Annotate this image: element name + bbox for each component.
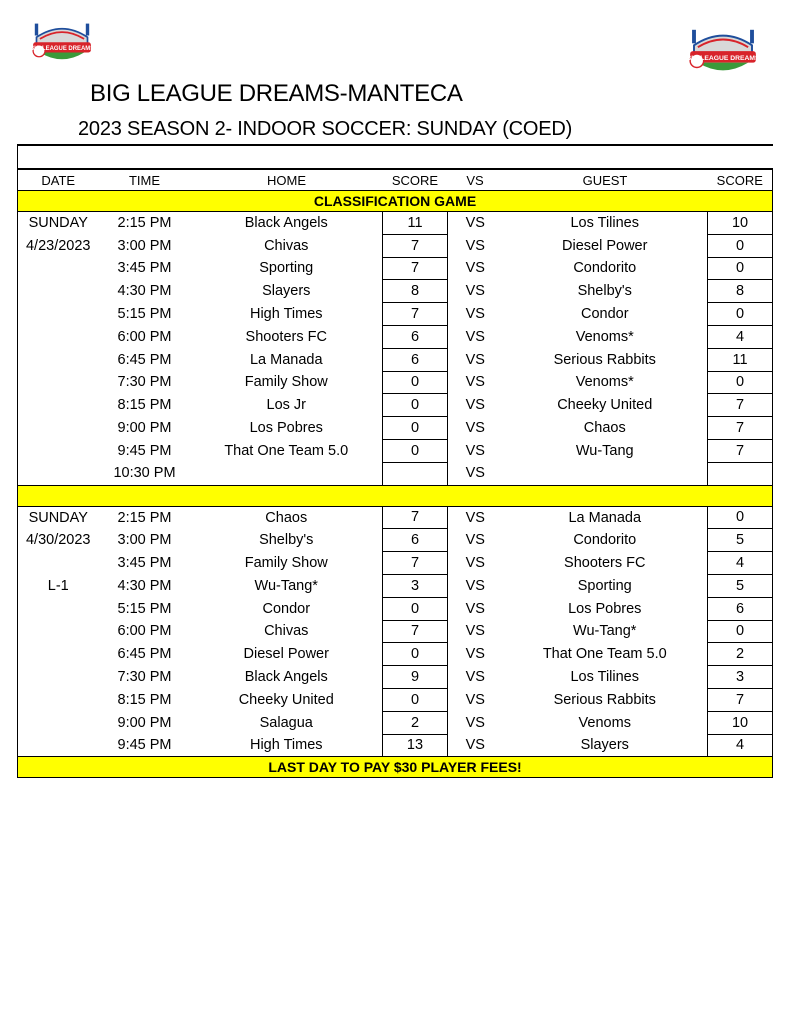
date-cell: SUNDAY	[18, 212, 99, 235]
home-score-cell: 2	[383, 711, 448, 734]
vs-cell: VS	[465, 532, 485, 549]
big-league-dreams-logo-left	[28, 18, 96, 70]
date-cell	[18, 371, 99, 394]
table-row	[18, 688, 773, 711]
date-cell	[18, 552, 99, 575]
home-score-cell: 0	[383, 643, 448, 666]
vs-cell: VS	[465, 283, 485, 300]
logo-lettering: BIG LEAGUE DREAMS	[686, 54, 760, 62]
time-cell: 6:00 PM	[117, 623, 172, 640]
table-row	[18, 417, 773, 440]
date-cell	[18, 666, 99, 689]
guest-team-cell: Wu-Tang	[575, 442, 634, 459]
home-team-cell	[191, 462, 383, 485]
guest-score-cell: 0	[708, 620, 773, 643]
schedule-table	[17, 144, 773, 778]
vs-cell: VS	[465, 555, 485, 572]
stadium-logo-icon	[28, 18, 96, 70]
col-home-score: SCORE	[383, 169, 448, 191]
guest-score-cell: 5	[708, 529, 773, 552]
date-cell	[18, 394, 99, 417]
guest-score-cell: 4	[708, 325, 773, 348]
time-cell: 5:15 PM	[117, 600, 172, 617]
date-cell	[18, 257, 99, 280]
time-cell: 3:45 PM	[117, 260, 172, 277]
guest-score-cell: 4	[708, 552, 773, 575]
time-cell: 3:00 PM	[117, 237, 172, 254]
guest-team-cell: Chaos	[583, 420, 626, 437]
date-cell	[18, 643, 99, 666]
vs-cell: VS	[465, 737, 485, 754]
date-cell	[18, 620, 99, 643]
vs-cell: VS	[465, 691, 485, 708]
col-home: HOME	[191, 169, 383, 191]
date-cell	[18, 280, 99, 303]
home-score-cell: 7	[383, 506, 448, 529]
big-league-dreams-logo-right	[680, 24, 766, 82]
home-team-cell: Sporting	[259, 260, 314, 277]
logo-lettering: BIG LEAGUE DREAMS	[29, 45, 95, 52]
table-row	[18, 552, 773, 575]
table-row	[18, 711, 773, 734]
col-date: DATE	[18, 169, 99, 191]
week1-games	[18, 212, 773, 486]
home-team-cell: Los Jr	[266, 397, 306, 414]
table-row	[18, 394, 773, 417]
guest-team-cell: That One Team 5.0	[542, 646, 667, 663]
guest-team-cell: Los Tilines	[570, 215, 639, 232]
time-cell: 4:30 PM	[117, 283, 172, 300]
home-team-cell: Family Show	[244, 555, 328, 572]
guest-team-cell: La Manada	[568, 509, 642, 526]
guest-score-cell: 0	[708, 257, 773, 280]
guest-score-cell: 7	[708, 417, 773, 440]
time-cell: 8:15 PM	[117, 397, 172, 414]
guest-team-cell: Los Tilines	[570, 669, 639, 686]
guest-score-cell: 0	[708, 234, 773, 257]
vs-cell: VS	[465, 577, 485, 594]
vs-cell: VS	[465, 306, 485, 323]
home-team-cell: Los Pobres	[249, 420, 323, 437]
guest-team-cell: Wu-Tang*	[573, 623, 637, 640]
table-row	[18, 303, 773, 326]
footer-banner-text: LAST DAY TO PAY $30 PLAYER FEES!	[18, 757, 773, 778]
home-score-cell: 0	[383, 417, 448, 440]
home-team-cell: La Manada	[249, 351, 323, 368]
home-score-cell: 7	[383, 257, 448, 280]
guest-score-cell: 0	[708, 303, 773, 326]
guest-team-cell: Venoms	[578, 714, 631, 731]
table-row	[18, 439, 773, 462]
table-row	[18, 325, 773, 348]
guest-score-cell: 7	[708, 688, 773, 711]
time-cell: 6:45 PM	[117, 351, 172, 368]
time-cell: 3:00 PM	[117, 532, 172, 549]
guest-score-cell: 10	[708, 711, 773, 734]
home-score-cell: 3	[383, 574, 448, 597]
home-score-cell: 8	[383, 280, 448, 303]
week-separator	[18, 485, 773, 506]
table-row	[18, 234, 773, 257]
col-guest-score: SCORE	[708, 169, 773, 191]
home-score-cell: 7	[383, 552, 448, 575]
guest-score-cell: 3	[708, 666, 773, 689]
guest-team-cell: Serious Rabbits	[553, 351, 656, 368]
home-team-cell: Wu-Tang*	[254, 577, 318, 594]
time-cell: 9:00 PM	[117, 420, 172, 437]
home-team-cell: Shooters FC	[245, 328, 327, 345]
table-row	[18, 620, 773, 643]
time-cell: 2:15 PM	[117, 215, 172, 232]
vs-cell: VS	[465, 420, 485, 437]
guest-team-cell: Serious Rabbits	[553, 691, 656, 708]
guest-score-cell: 2	[708, 643, 773, 666]
date-cell	[18, 688, 99, 711]
guest-team-cell: Los Pobres	[568, 600, 642, 617]
home-team-cell: Family Show	[244, 374, 328, 391]
guest-team-cell: Shelby's	[577, 283, 632, 300]
table-row	[18, 280, 773, 303]
home-team-cell: Shelby's	[259, 532, 314, 549]
date-cell	[18, 711, 99, 734]
home-score-cell: 0	[383, 597, 448, 620]
home-score-cell: 11	[383, 212, 448, 235]
vs-cell: VS	[465, 374, 485, 391]
date-cell: L-1	[18, 574, 99, 597]
time-cell: 9:45 PM	[117, 442, 172, 459]
stadium-logo-icon	[680, 24, 766, 82]
table-row	[18, 212, 773, 235]
table-row	[18, 666, 773, 689]
date-cell	[18, 325, 99, 348]
vs-cell: VS	[465, 600, 485, 617]
guest-score-cell	[708, 462, 773, 485]
page-title: BIG LEAGUE DREAMS-MANTECA	[90, 80, 463, 107]
date-cell: SUNDAY	[18, 506, 99, 529]
blank-header-row	[18, 145, 773, 169]
time-cell: 9:00 PM	[117, 714, 172, 731]
time-cell: 4:30 PM	[117, 577, 172, 594]
guest-team-cell: Cheeky United	[557, 397, 653, 414]
vs-cell: VS	[465, 669, 485, 686]
vs-cell: VS	[465, 465, 485, 482]
guest-team-cell: Condorito	[573, 532, 637, 549]
guest-score-cell: 6	[708, 597, 773, 620]
guest-score-cell: 7	[708, 394, 773, 417]
home-team-cell: Chaos	[265, 509, 308, 526]
home-score-cell: 7	[383, 303, 448, 326]
date-cell: 4/30/2023	[18, 529, 99, 552]
guest-score-cell: 4	[708, 734, 773, 757]
vs-cell: VS	[465, 328, 485, 345]
vs-cell: VS	[465, 351, 485, 368]
vs-cell: VS	[465, 397, 485, 414]
time-cell: 5:15 PM	[117, 306, 172, 323]
vs-cell: VS	[465, 714, 485, 731]
date-cell	[18, 417, 99, 440]
home-team-cell: High Times	[249, 737, 323, 754]
table-row	[18, 734, 773, 757]
col-time: TIME	[99, 169, 191, 191]
table-row	[18, 574, 773, 597]
table-row	[18, 643, 773, 666]
guest-score-cell: 11	[708, 348, 773, 371]
date-cell	[18, 597, 99, 620]
table-row	[18, 506, 773, 529]
guest-score-cell: 7	[708, 439, 773, 462]
home-score-cell: 6	[383, 529, 448, 552]
guest-score-cell: 10	[708, 212, 773, 235]
table-row	[18, 462, 773, 485]
week2-games	[18, 506, 773, 757]
date-cell	[18, 439, 99, 462]
home-score-cell: 0	[383, 688, 448, 711]
home-score-cell: 0	[383, 439, 448, 462]
guest-score-cell: 0	[708, 371, 773, 394]
vs-cell: VS	[465, 215, 485, 232]
column-header-row	[18, 169, 773, 191]
time-cell: 7:30 PM	[117, 374, 172, 391]
home-score-cell: 0	[383, 371, 448, 394]
home-score-cell: 0	[383, 394, 448, 417]
page-subtitle: 2023 SEASON 2- INDOOR SOCCER: SUNDAY (COED)	[78, 118, 573, 140]
classification-banner-text: CLASSIFICATION GAME	[18, 191, 773, 212]
guest-score-cell: 0	[708, 506, 773, 529]
home-score-cell: 7	[383, 620, 448, 643]
table-row	[18, 348, 773, 371]
date-cell	[18, 462, 99, 485]
table-row	[18, 257, 773, 280]
home-team-cell: Slayers	[262, 283, 311, 300]
home-score-cell	[383, 462, 448, 485]
col-vs: VS	[448, 169, 503, 191]
home-team-cell: Chivas	[264, 623, 309, 640]
table-row	[18, 529, 773, 552]
vs-cell: VS	[465, 623, 485, 640]
guest-team-cell: Venoms*	[575, 374, 634, 391]
guest-team-cell: Diesel Power	[562, 237, 648, 254]
time-cell: 6:00 PM	[117, 328, 172, 345]
home-team-cell: High Times	[249, 306, 323, 323]
date-cell	[18, 348, 99, 371]
guest-team-cell: Venoms*	[575, 328, 634, 345]
home-team-cell: Diesel Power	[243, 646, 329, 663]
time-cell: 10:30 PM	[113, 465, 176, 482]
home-team-cell: Cheeky United	[238, 691, 334, 708]
guest-team-cell: Slayers	[580, 737, 629, 754]
home-team-cell: That One Team 5.0	[224, 442, 349, 459]
home-team-cell: Salagua	[259, 714, 313, 731]
home-score-cell: 6	[383, 348, 448, 371]
table-row	[18, 597, 773, 620]
home-score-cell: 7	[383, 234, 448, 257]
home-team-cell: Black Angels	[244, 669, 328, 686]
home-score-cell: 13	[383, 734, 448, 757]
home-team-cell: Black Angels	[244, 215, 328, 232]
date-cell: 4/23/2023	[18, 234, 99, 257]
footer-banner	[18, 757, 773, 778]
guest-team-cell: Condor	[580, 306, 629, 323]
vs-cell: VS	[465, 646, 485, 663]
time-cell: 6:45 PM	[117, 646, 172, 663]
home-team-cell: Condor	[262, 600, 311, 617]
schedule-sheet	[17, 144, 772, 778]
vs-cell: VS	[465, 509, 485, 526]
time-cell: 3:45 PM	[117, 555, 172, 572]
guest-team-cell: Sporting	[577, 577, 632, 594]
home-score-cell: 6	[383, 325, 448, 348]
guest-team-cell: Condorito	[573, 260, 637, 277]
classification-banner	[18, 191, 773, 212]
vs-cell: VS	[465, 237, 485, 254]
time-cell: 7:30 PM	[117, 669, 172, 686]
time-cell: 9:45 PM	[117, 737, 172, 754]
guest-score-cell: 8	[708, 280, 773, 303]
date-cell	[18, 303, 99, 326]
time-cell: 8:15 PM	[117, 691, 172, 708]
guest-team-cell: Shooters FC	[564, 555, 646, 572]
home-score-cell: 9	[383, 666, 448, 689]
time-cell: 2:15 PM	[117, 509, 172, 526]
guest-score-cell: 5	[708, 574, 773, 597]
vs-cell: VS	[465, 442, 485, 459]
home-team-cell: Chivas	[264, 237, 309, 254]
vs-cell: VS	[465, 260, 485, 277]
guest-team-cell	[503, 462, 708, 485]
table-row	[18, 371, 773, 394]
col-guest: GUEST	[503, 169, 708, 191]
date-cell	[18, 734, 99, 757]
